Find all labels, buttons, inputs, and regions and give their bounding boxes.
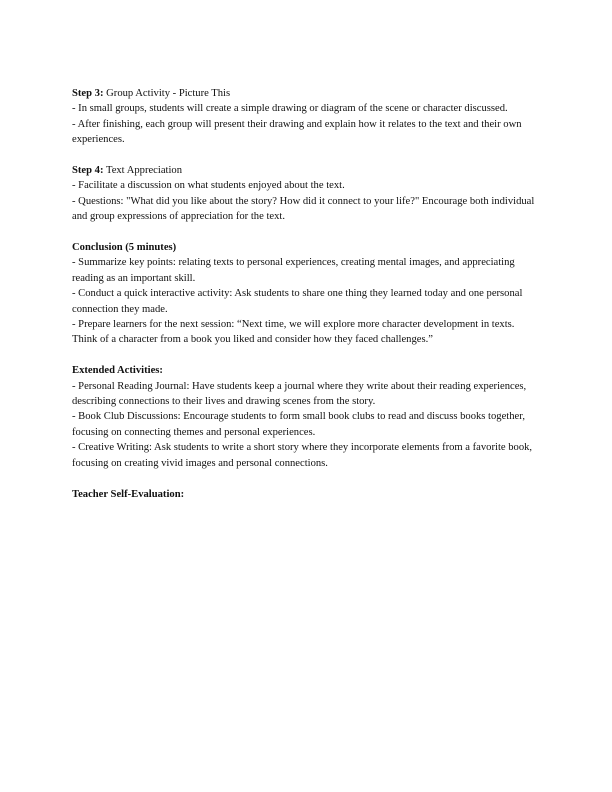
extended-activities-heading: Extended Activities: <box>72 365 163 377</box>
step-4-item: - Facilitate a discussion on what students enjoyed about the text. <box>72 180 345 192</box>
conclusion-item: - Conduct a quick interactive activity: Ask students to share one thing they learned today and one personal connection they made. <box>72 288 523 315</box>
step-4-section <box>72 163 542 225</box>
document-body <box>72 86 542 517</box>
extended-activities-section <box>72 363 542 471</box>
step-3-title: Group Activity - Picture This <box>103 88 231 99</box>
extended-activity-item: - Book Club Discussions: Encourage students to form small book clubs to read and discuss books together, focusing on connecting themes and personal experiences. <box>72 411 525 438</box>
step-3-item: - In small groups, students will create a simple drawing or diagram of the scene or character discussed. <box>72 103 508 115</box>
step-4-label: Step 4: <box>72 165 104 177</box>
step-3-item: - After finishing, each group will present their drawing and explain how it relates to the text and their own experiences. <box>72 118 522 146</box>
conclusion-section <box>72 240 542 348</box>
conclusion-item: - Summarize key points: relating texts to personal experiences, creating mental images, and appreciating reading as an important skill. <box>72 257 515 284</box>
step-4-item: - Questions: "What did you like about the story? How did it connect to your life?" Encourage both individual and group expressions of appreciation for the text. <box>72 195 535 223</box>
step-3-section <box>72 86 542 148</box>
teacher-self-evaluation-heading: Teacher Self-Evaluation: <box>72 488 185 500</box>
extended-activity-item: - Personal Reading Journal: Have students keep a journal where they write about their reading experiences, describing connections to their lives and drawing scenes from the story. <box>72 380 527 408</box>
conclusion-heading: Conclusion (5 minutes) <box>72 242 177 254</box>
step-4-heading <box>72 163 542 178</box>
step-4-title: Text Appreciation <box>103 165 182 177</box>
step-3-heading <box>72 86 542 101</box>
conclusion-item: - Prepare learners for the next session: “Next time, we will explore more character development in texts. Think of a character from a book you liked and consider how they faced challenges.” <box>72 319 515 346</box>
step-3-label: Step 3: <box>72 88 104 99</box>
extended-activity-item: - Creative Writing: Ask students to write a short story where they incorporate elements from a favorite book, focusing on creating vivid images and personal connections. <box>72 442 533 469</box>
teacher-self-evaluation-section <box>72 487 542 502</box>
